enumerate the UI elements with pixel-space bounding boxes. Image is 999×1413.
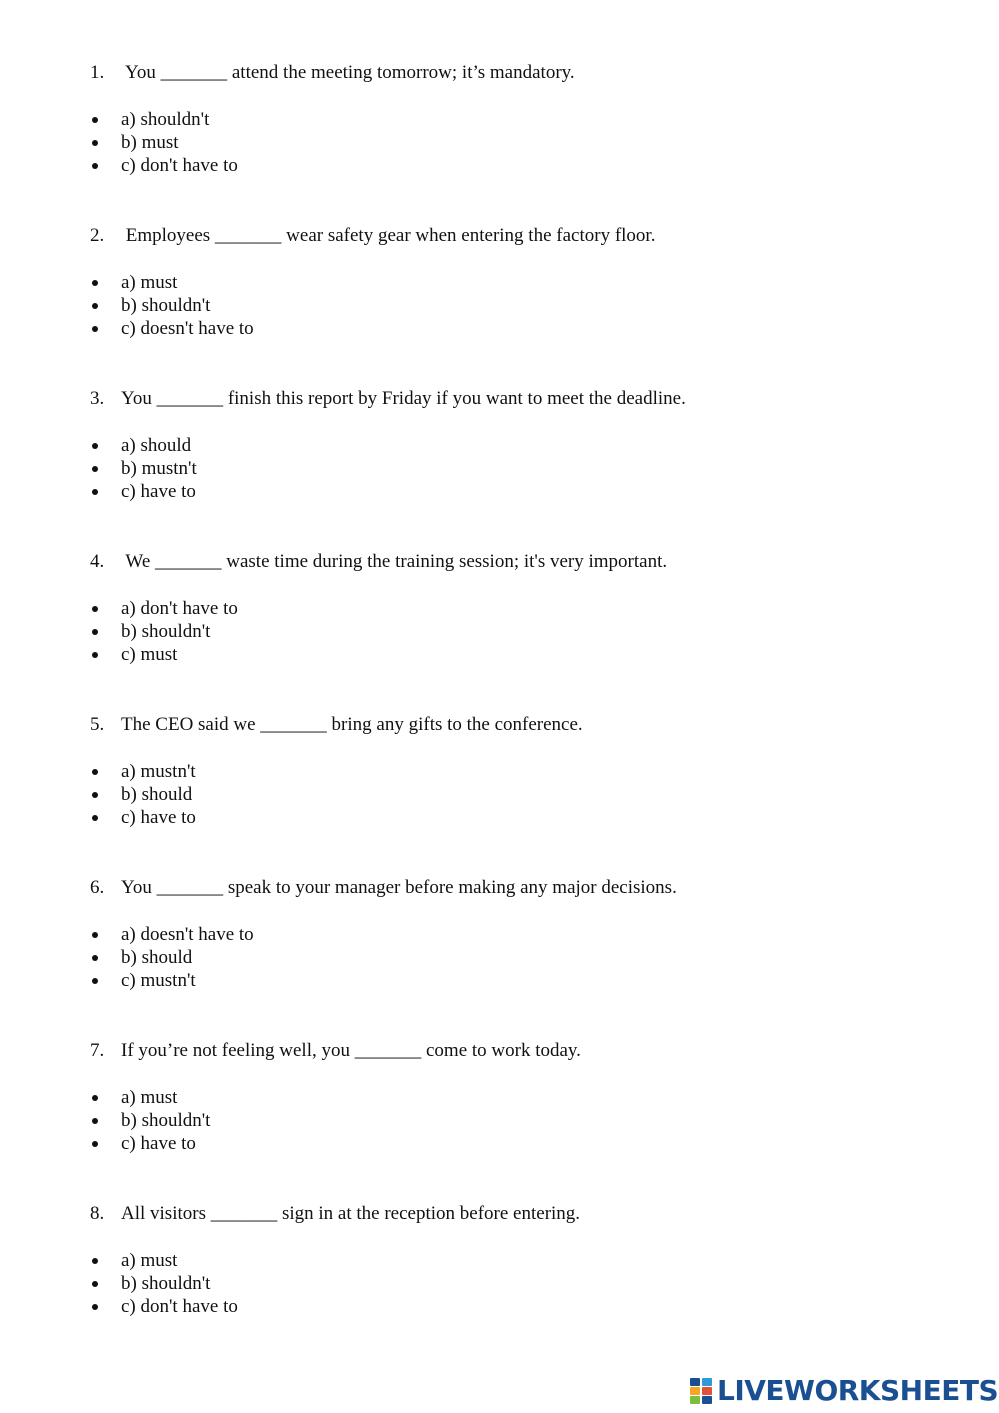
bullet-icon xyxy=(92,1304,98,1310)
question-7 xyxy=(90,1039,950,1154)
option-label: a) should xyxy=(121,435,192,456)
option-label: b) should xyxy=(121,784,193,805)
question-1 xyxy=(90,61,950,176)
question-number: 7. xyxy=(90,1040,105,1061)
option-a[interactable] xyxy=(90,1086,210,1109)
bullet-icon xyxy=(92,629,98,635)
option-label: b) shouldn't xyxy=(121,621,211,642)
option-b[interactable] xyxy=(90,620,238,643)
question-text: The CEO said we _______ bring any gifts to the conference. xyxy=(121,714,583,735)
question-4 xyxy=(90,550,950,665)
bullet-icon xyxy=(92,792,98,798)
option-list xyxy=(90,434,197,503)
option-list xyxy=(90,108,238,177)
bullet-icon xyxy=(92,163,98,169)
question-stem xyxy=(90,387,950,411)
option-a[interactable] xyxy=(90,1249,238,1272)
bullet-icon xyxy=(92,769,98,775)
option-label: c) have to xyxy=(121,481,196,502)
question-number: 6. xyxy=(90,877,105,898)
question-number: 1. xyxy=(90,62,105,83)
question-number: 4. xyxy=(90,551,105,572)
option-list xyxy=(90,597,238,666)
option-list xyxy=(90,271,254,340)
option-label: a) mustn't xyxy=(121,761,196,782)
option-list xyxy=(90,923,254,992)
option-a[interactable] xyxy=(90,597,238,620)
option-label: a) must xyxy=(121,272,178,293)
option-label: c) must xyxy=(121,644,178,665)
option-b[interactable] xyxy=(90,294,254,317)
option-label: c) don't have to xyxy=(121,1296,238,1317)
question-number: 3. xyxy=(90,388,105,409)
bullet-icon xyxy=(92,443,98,449)
option-c[interactable] xyxy=(90,154,238,177)
bullet-icon xyxy=(92,1141,98,1147)
option-c[interactable] xyxy=(90,317,254,340)
question-2 xyxy=(90,224,950,339)
bullet-icon xyxy=(92,326,98,332)
option-label: a) doesn't have to xyxy=(121,924,254,945)
option-b[interactable] xyxy=(90,131,238,154)
question-number: 8. xyxy=(90,1203,105,1224)
option-label: a) shouldn't xyxy=(121,109,210,130)
question-text: All visitors _______ sign in at the reception before entering. xyxy=(121,1203,581,1224)
question-8 xyxy=(90,1202,950,1317)
option-b[interactable] xyxy=(90,1272,238,1295)
bullet-icon xyxy=(92,1095,98,1101)
option-label: b) shouldn't xyxy=(121,295,211,316)
option-c[interactable] xyxy=(90,806,196,829)
bullet-icon xyxy=(92,1258,98,1264)
option-list xyxy=(90,1249,238,1318)
liveworksheets-logo[interactable] xyxy=(690,1374,998,1406)
option-list xyxy=(90,760,196,829)
option-c[interactable] xyxy=(90,643,238,666)
logo-wordmark: LIVEWORKSHEETS xyxy=(717,1373,999,1407)
question-text: You _______ finish this report by Friday if you want to meet the deadline. xyxy=(121,388,686,409)
question-number: 5. xyxy=(90,714,105,735)
option-label: b) must xyxy=(121,132,179,153)
question-number: 2. xyxy=(90,225,105,246)
option-c[interactable] xyxy=(90,1295,238,1318)
question-stem xyxy=(90,876,950,900)
bullet-icon xyxy=(92,978,98,984)
bullet-icon xyxy=(92,466,98,472)
question-stem xyxy=(90,224,950,248)
bullet-icon xyxy=(92,815,98,821)
question-3 xyxy=(90,387,950,502)
question-text: Employees _______ wear safety gear when entering the factory floor. xyxy=(121,225,656,246)
question-stem xyxy=(90,1202,950,1226)
question-6 xyxy=(90,876,950,991)
option-label: c) mustn't xyxy=(121,970,196,991)
option-label: a) must xyxy=(121,1087,178,1108)
question-stem xyxy=(90,1039,950,1063)
option-label: c) have to xyxy=(121,1133,196,1154)
bullet-icon xyxy=(92,117,98,123)
bullet-icon xyxy=(92,280,98,286)
question-text: You _______ speak to your manager before making any major decisions. xyxy=(121,877,677,898)
option-label: a) don't have to xyxy=(121,598,238,619)
option-a[interactable] xyxy=(90,434,197,457)
option-label: b) should xyxy=(121,947,193,968)
bullet-icon xyxy=(92,652,98,658)
option-a[interactable] xyxy=(90,760,196,783)
bullet-icon xyxy=(92,1118,98,1124)
option-b[interactable] xyxy=(90,457,197,480)
option-b[interactable] xyxy=(90,946,254,969)
bullet-icon xyxy=(92,1281,98,1287)
option-b[interactable] xyxy=(90,1109,210,1132)
question-5 xyxy=(90,713,950,828)
question-text: If you’re not feeling well, you _______ come to work today. xyxy=(121,1040,581,1061)
bullet-icon xyxy=(92,606,98,612)
option-label: b) shouldn't xyxy=(121,1273,211,1294)
option-a[interactable] xyxy=(90,923,254,946)
option-c[interactable] xyxy=(90,480,197,503)
option-a[interactable] xyxy=(90,108,238,131)
option-label: c) doesn't have to xyxy=(121,318,254,339)
question-stem xyxy=(90,713,950,737)
option-c[interactable] xyxy=(90,1132,210,1155)
option-b[interactable] xyxy=(90,783,196,806)
option-c[interactable] xyxy=(90,969,254,992)
question-stem xyxy=(90,61,950,85)
question-text: You _______ attend the meeting tomorrow; it’s mandatory. xyxy=(121,62,575,83)
option-label: b) shouldn't xyxy=(121,1110,211,1131)
bullet-icon xyxy=(92,489,98,495)
question-stem xyxy=(90,550,950,574)
bullet-icon xyxy=(92,955,98,961)
bullet-icon xyxy=(92,303,98,309)
question-text: We _______ waste time during the training session; it's very important. xyxy=(121,551,668,572)
liveworksheets-logo-icon xyxy=(690,1376,714,1404)
bullet-icon xyxy=(92,932,98,938)
option-a[interactable] xyxy=(90,271,254,294)
option-label: c) have to xyxy=(121,807,196,828)
option-list xyxy=(90,1086,210,1155)
option-label: b) mustn't xyxy=(121,458,197,479)
option-label: c) don't have to xyxy=(121,155,238,176)
bullet-icon xyxy=(92,140,98,146)
option-label: a) must xyxy=(121,1250,178,1271)
